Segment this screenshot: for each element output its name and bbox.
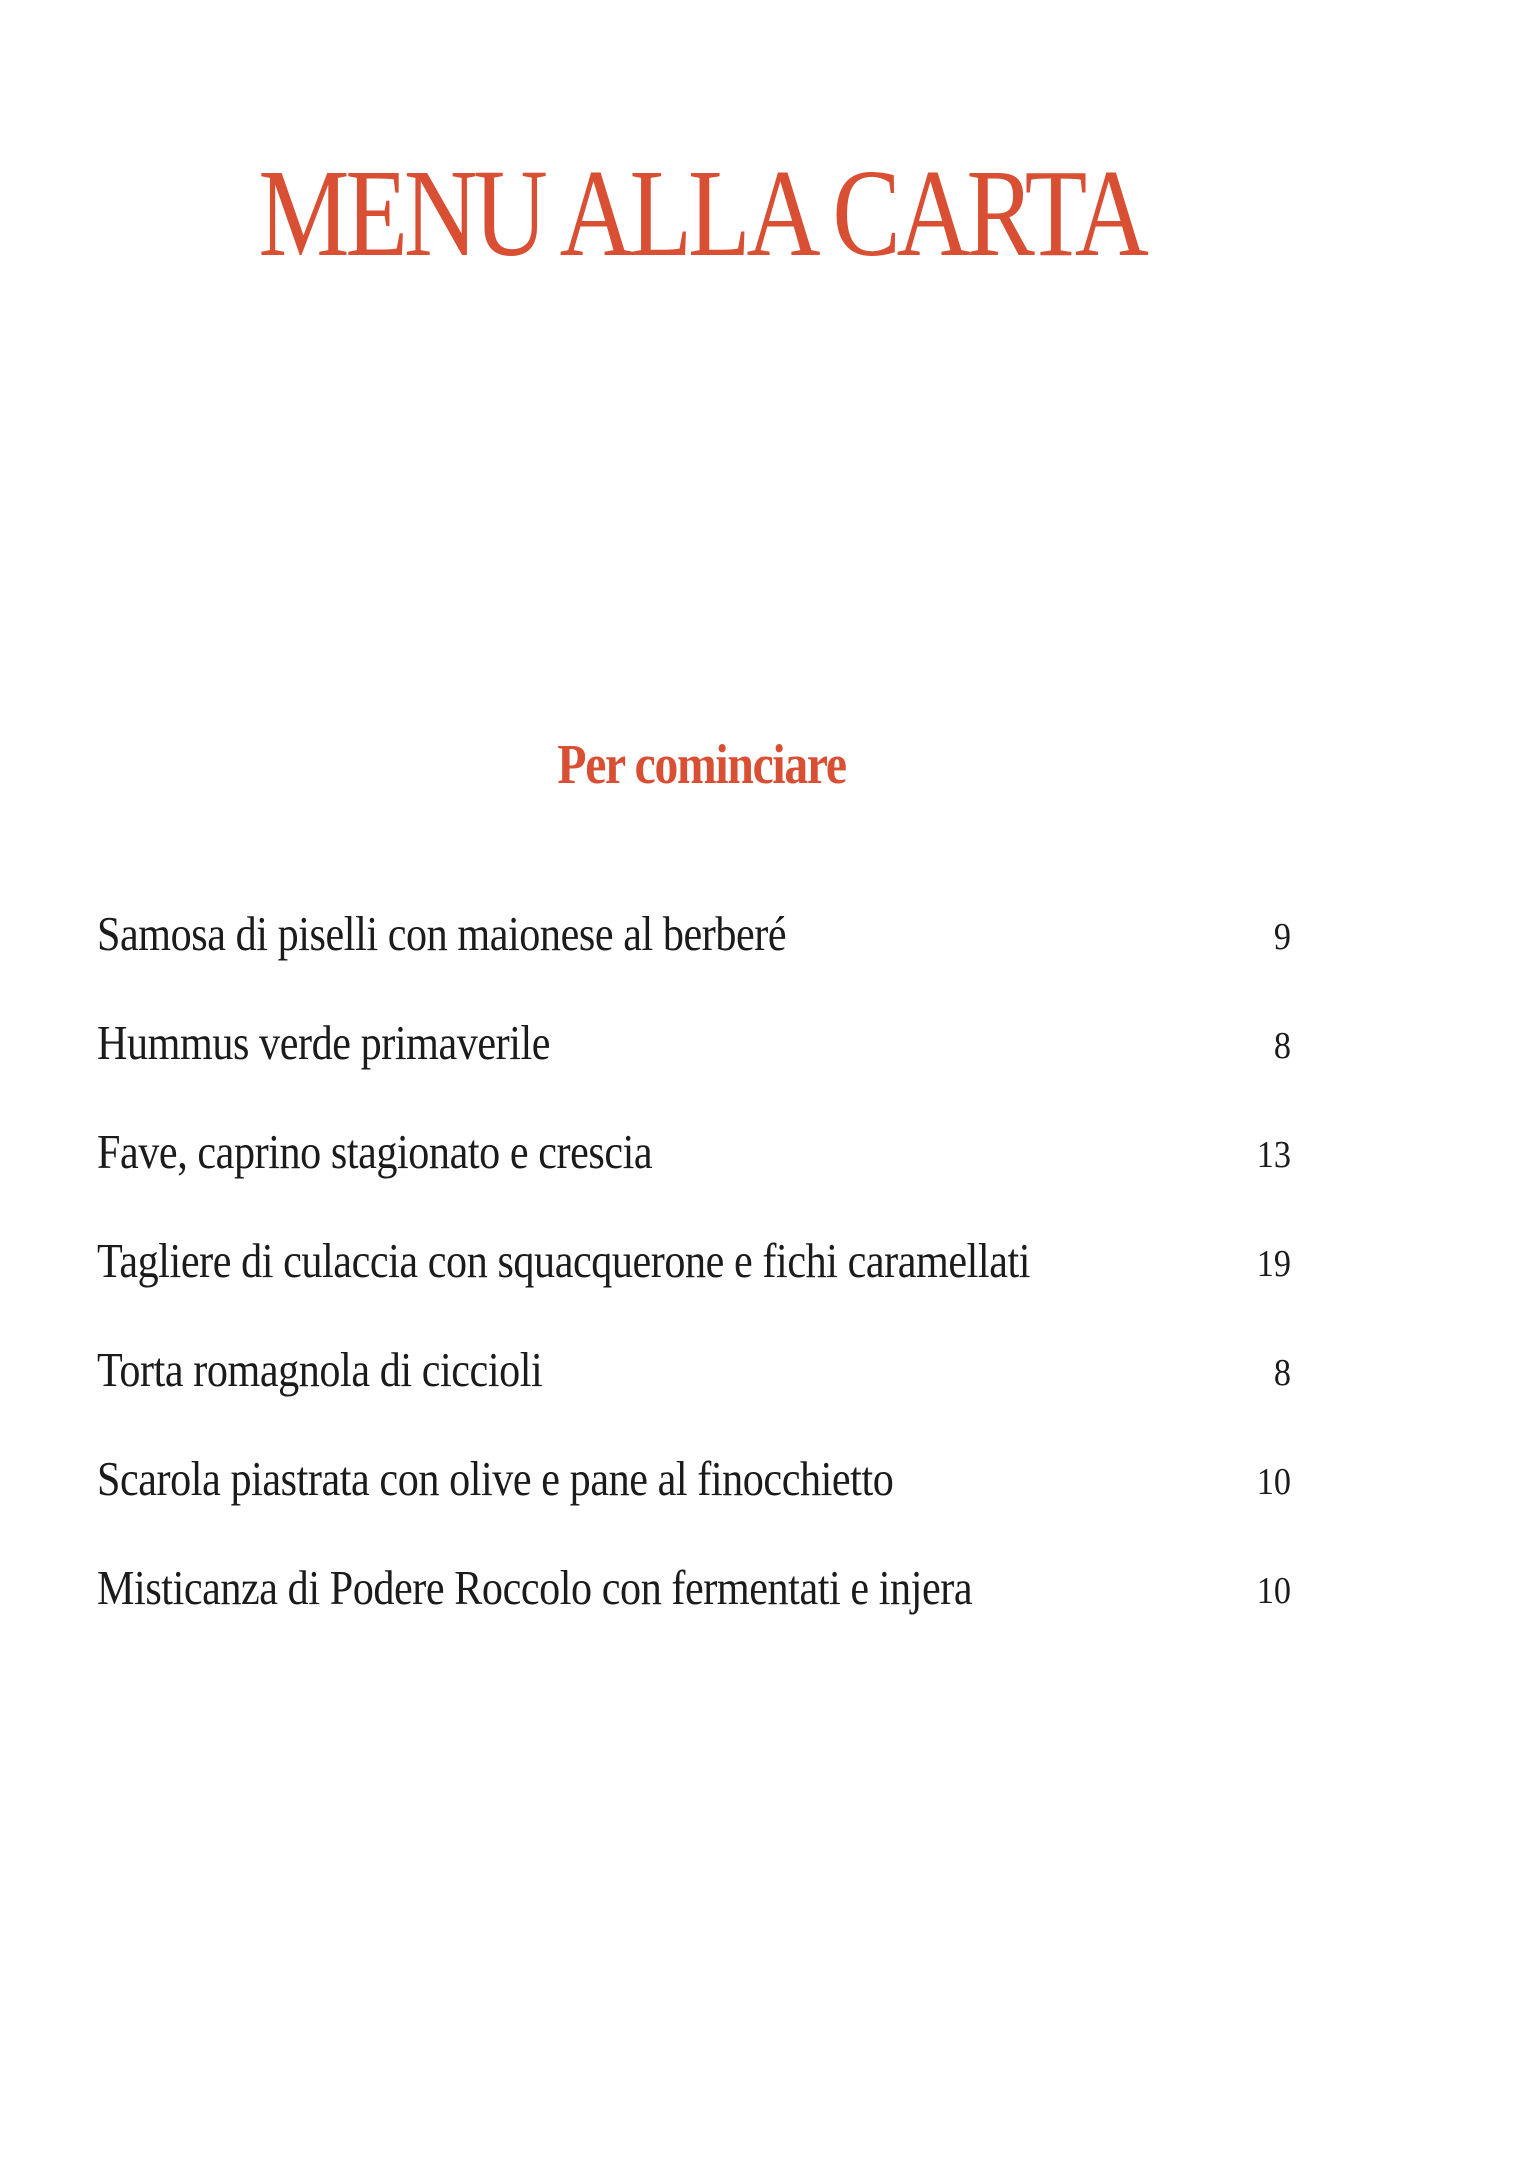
dish-price: 13	[1256, 1134, 1291, 1176]
dish-name: Samosa di piselli con maionese al berberé	[97, 906, 787, 961]
menu-item	[97, 906, 1297, 1015]
page-title: MENU ALLA CARTA	[258, 145, 1145, 283]
menu-item	[97, 1560, 1297, 1669]
menu-item	[97, 1233, 1297, 1342]
dish-name: Hummus verde primaverile	[97, 1015, 551, 1070]
menu-item	[97, 1451, 1297, 1560]
dish-price: 8	[1273, 1352, 1291, 1394]
menu-item	[97, 1015, 1297, 1124]
dish-name: Fave, caprino stagionato e crescia	[97, 1124, 653, 1179]
menu-item	[97, 1342, 1297, 1451]
dish-name: Torta romagnola di ciccioli	[97, 1342, 543, 1397]
menu-item	[97, 1124, 1297, 1233]
menu-list	[97, 906, 1297, 1669]
dish-price: 19	[1256, 1243, 1291, 1285]
dish-price: 10	[1256, 1461, 1291, 1503]
dish-price: 8	[1273, 1025, 1291, 1067]
dish-price: 9	[1273, 916, 1291, 958]
dish-name: Misticanza di Podere Roccolo con fermentati e injera	[97, 1560, 973, 1615]
dish-name: Scarola piastrata con olive e pane al finocchietto	[97, 1451, 894, 1506]
dish-name: Tagliere di culaccia con squacquerone e fichi caramellati	[97, 1233, 1031, 1288]
section-title: Per cominciare	[557, 734, 846, 796]
dish-price: 10	[1256, 1570, 1291, 1612]
